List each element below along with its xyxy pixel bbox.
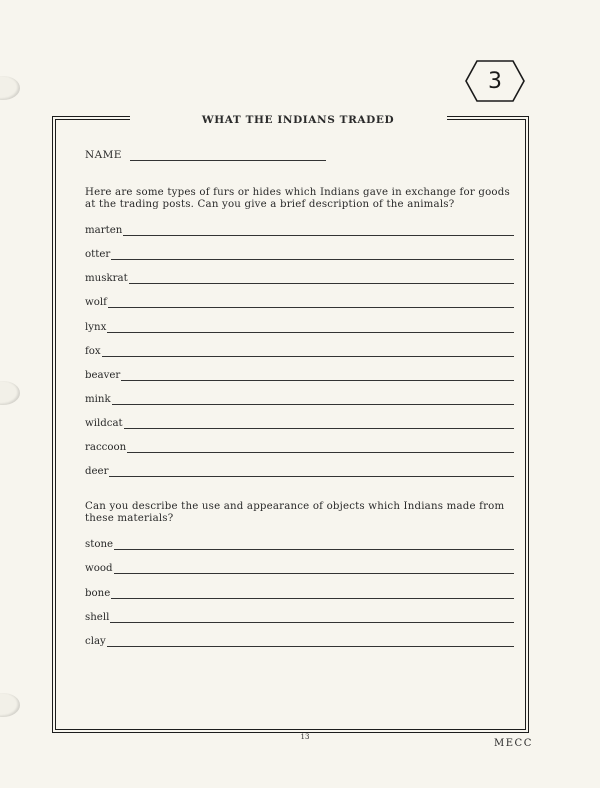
answer-row-clay[interactable] (85, 633, 514, 647)
page-badge (464, 59, 526, 103)
intro-paragraph (85, 187, 517, 211)
row-label: wood (85, 563, 113, 574)
row-label: otter (85, 249, 111, 260)
page-number: 13 (300, 733, 310, 741)
name-blank-line[interactable] (130, 150, 326, 161)
binder-hole-middle (0, 381, 20, 405)
answer-row-beaver[interactable] (85, 367, 514, 381)
question-line-2: these materials? (85, 513, 174, 524)
answer-row-fox[interactable] (85, 343, 514, 357)
answer-line[interactable] (124, 420, 514, 429)
intro-line-2: at the trading posts. Can you give a brief description of the animals? (85, 199, 455, 210)
answer-row-raccoon[interactable] (85, 439, 514, 453)
name-label: NAME (85, 149, 122, 161)
worksheet-title: WHAT THE INDIANS TRADED (201, 114, 395, 126)
answer-row-mink[interactable] (85, 391, 514, 405)
answer-row-stone[interactable] (85, 536, 514, 550)
answer-line[interactable] (108, 299, 514, 308)
row-label: wolf (85, 297, 107, 308)
binder-hole-top (0, 76, 20, 100)
answer-row-wood[interactable] (85, 560, 514, 574)
answer-line[interactable] (127, 444, 514, 453)
answer-line[interactable] (123, 227, 514, 236)
badge-number: 3 (488, 68, 502, 94)
answer-line[interactable] (107, 324, 514, 333)
answer-row-otter[interactable] (85, 246, 514, 260)
name-field[interactable] (85, 149, 326, 161)
row-label: deer (85, 466, 109, 477)
row-label: clay (85, 636, 106, 647)
answer-line[interactable] (109, 468, 514, 477)
answer-line[interactable] (111, 251, 514, 260)
answer-line[interactable] (121, 372, 514, 381)
row-label: stone (85, 539, 114, 550)
row-label: bone (85, 588, 111, 599)
answer-row-shell[interactable] (85, 609, 514, 623)
answer-row-deer[interactable] (85, 463, 514, 477)
answer-row-wolf[interactable] (85, 294, 514, 308)
answer-line[interactable] (129, 275, 514, 284)
answer-line[interactable] (112, 396, 514, 405)
answer-line[interactable] (111, 590, 514, 599)
answer-line[interactable] (114, 541, 514, 550)
answer-row-bone[interactable] (85, 585, 514, 599)
row-label: mink (85, 394, 111, 405)
row-label: lynx (85, 322, 107, 333)
answer-line[interactable] (107, 638, 514, 647)
answer-line[interactable] (114, 565, 514, 574)
publisher-brand: MECC (494, 738, 533, 749)
materials-question (85, 501, 517, 525)
binder-hole-bottom (0, 693, 20, 717)
row-label: marten (85, 225, 123, 236)
answer-row-muskrat[interactable] (85, 270, 514, 284)
row-label: raccoon (85, 442, 127, 453)
question-line-1: Can you describe the use and appearance of objects which Indians made from (85, 501, 505, 512)
answer-row-marten[interactable] (85, 222, 514, 236)
intro-line-1: Here are some types of furs or hides which Indians gave in exchange for goods (85, 187, 510, 198)
row-label: beaver (85, 370, 121, 381)
answer-row-wildcat[interactable] (85, 415, 514, 429)
row-label: fox (85, 346, 101, 357)
row-label: shell (85, 612, 110, 623)
row-label: wildcat (85, 418, 123, 429)
row-label: muskrat (85, 273, 128, 284)
answer-row-lynx[interactable] (85, 319, 514, 333)
answer-line[interactable] (102, 348, 514, 357)
answer-line[interactable] (110, 614, 514, 623)
